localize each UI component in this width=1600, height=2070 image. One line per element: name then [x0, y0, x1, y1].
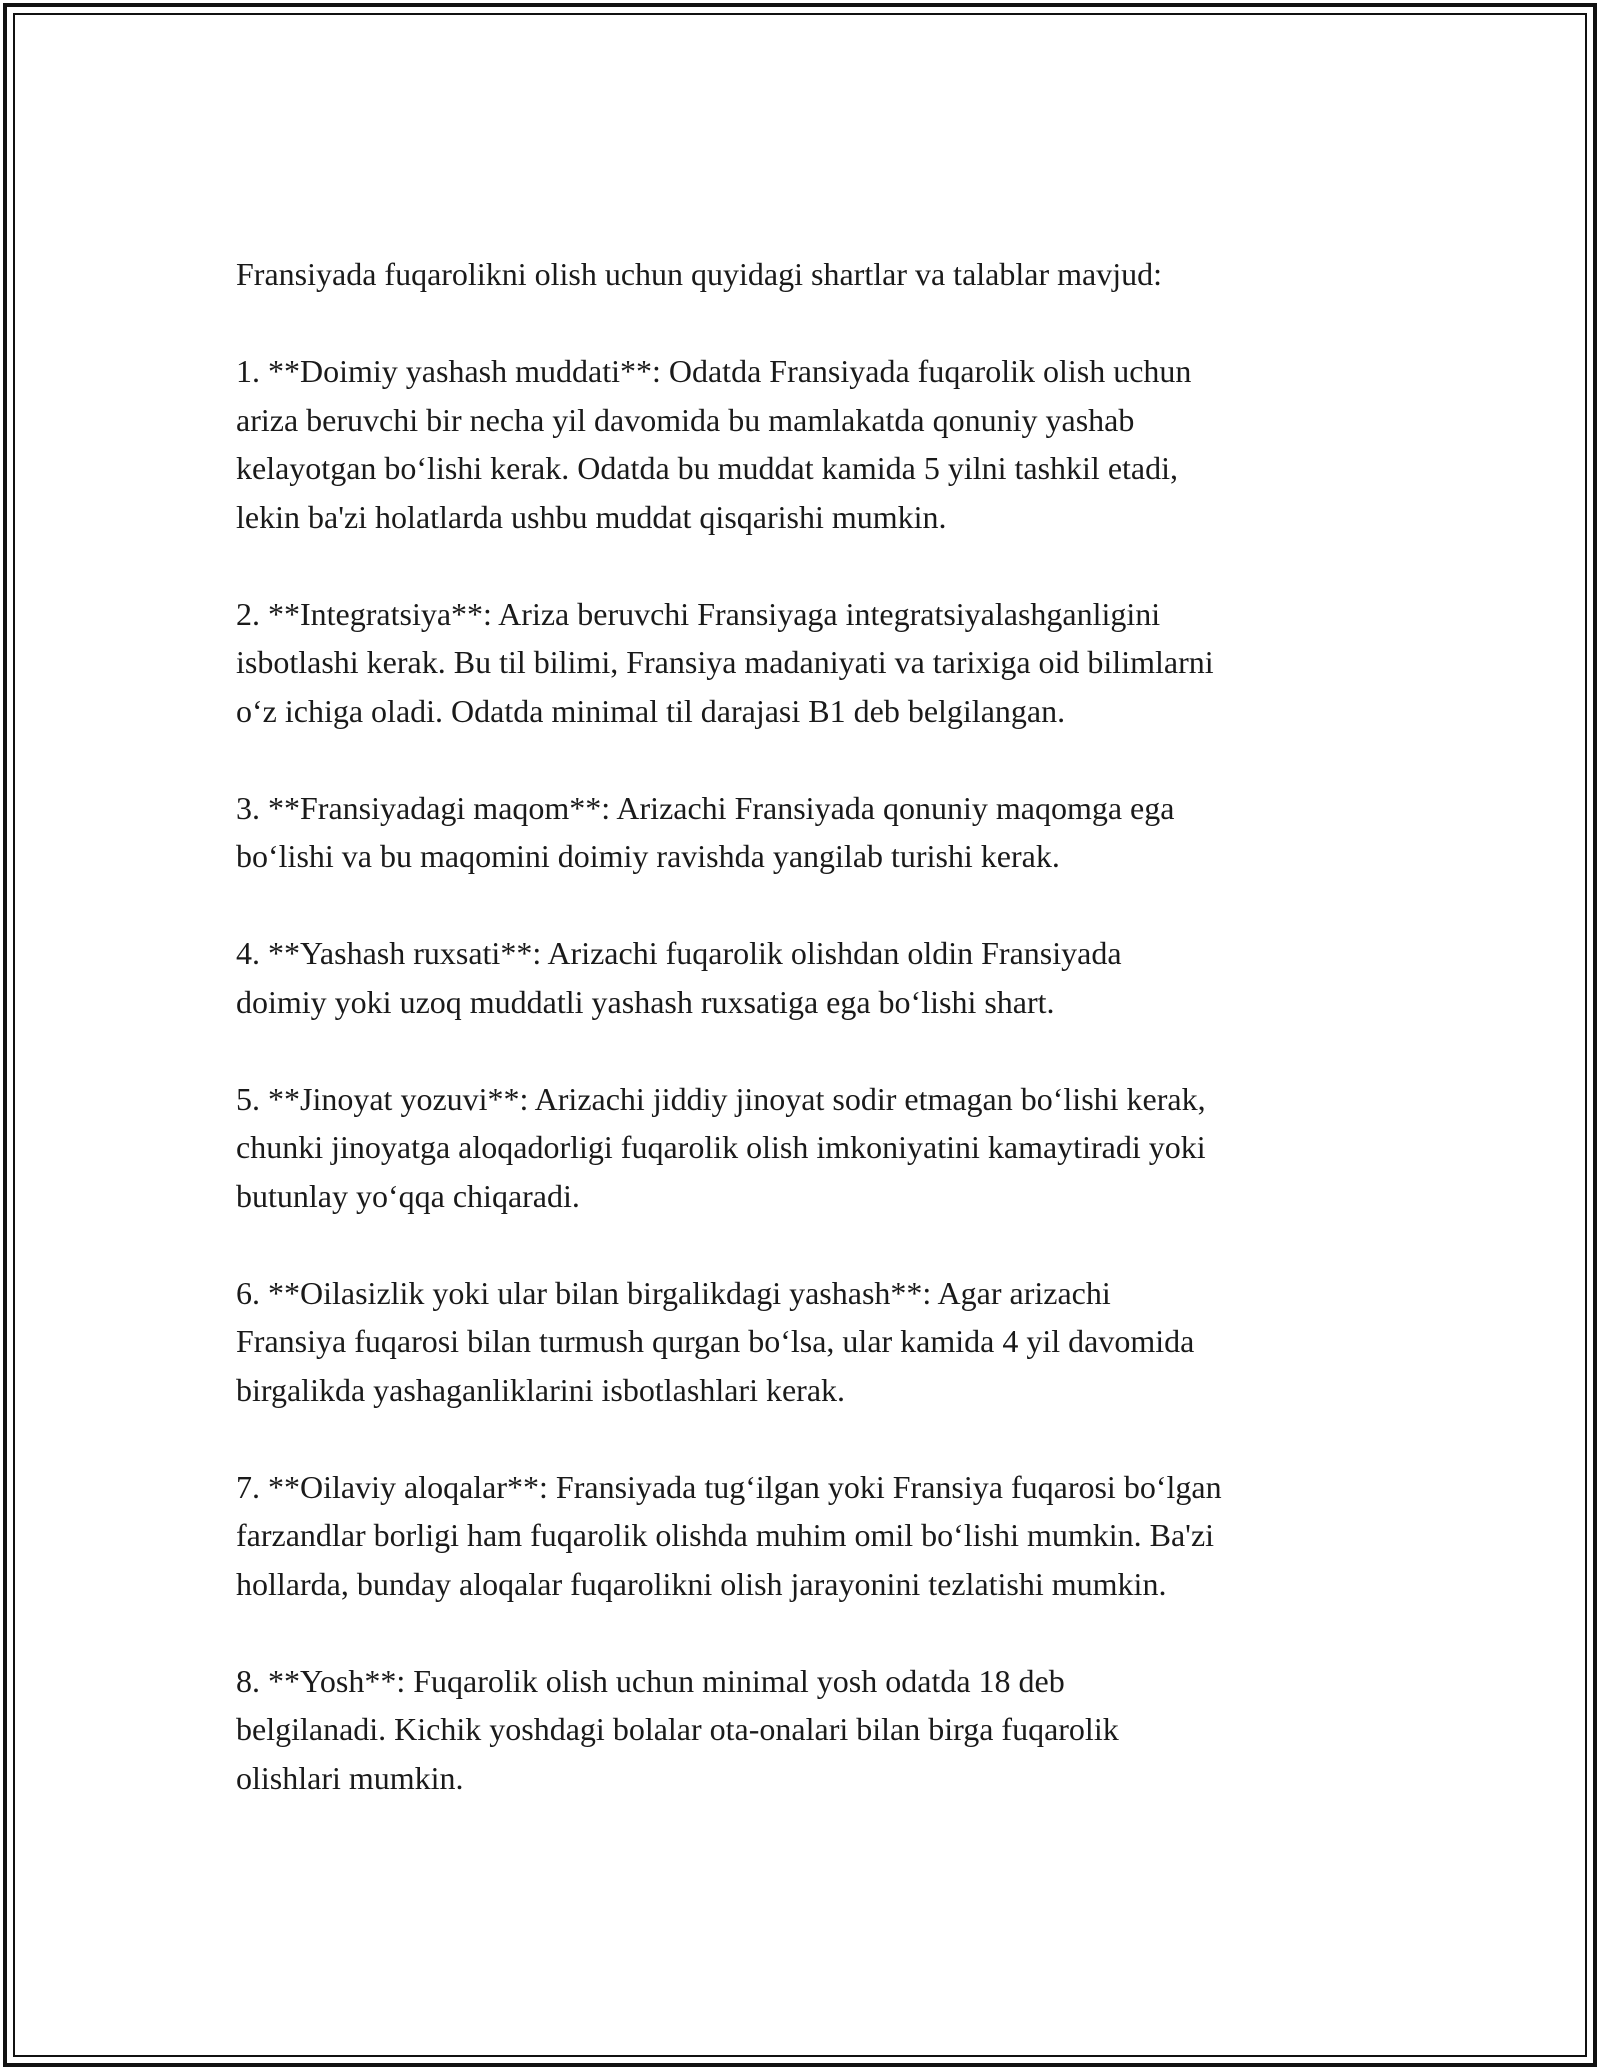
list-item: 5. **Jinoyat yozuvi**: Arizachi jiddiy jinoyat sodir etmagan bo‘lishi kerak, chunki jinoyatga aloqadorligi fuqarolik olish imkoniyatini kamaytiradi yoki butunlay yo‘qqa chiqaradi.	[236, 1080, 1206, 1214]
list-item: 4. **Yashash ruxsati**: Arizachi fuqarolik olishdan oldin Fransiyada doimiy yoki uzoq muddatli yashash ruxsatiga ega bo‘lishi shart.	[236, 935, 1122, 1020]
list-item: 6. **Oilasizlik yoki ular bilan birgalikdagi yashash**: Agar arizachi Fransiya fuqarosi bilan turmush qurgan bo‘lsa, ular kamida 4 yil davomida birgalikda yashaganliklarini isbotlashlari kerak.	[236, 1274, 1195, 1408]
list-item: 3. **Fransiyadagi maqom**: Arizachi Fransiyada qonuniy maqomga ega bo‘lishi va bu maqomini doimiy ravishda yangilab turishi kerak.	[236, 789, 1175, 874]
intro-paragraph: Fransiyada fuqarolikni olish uchun quyidagi shartlar va talablar mavjud:	[236, 256, 1162, 292]
list-item: 7. **Oilaviy aloqalar**: Fransiyada tug‘ilgan yoki Fransiya fuqarosi bo‘lgan farzandlar borligi ham fuqarolik olishda muhim omil bo‘lishi mumkin. Ba'zi hollarda, bunday aloqalar fuqarolikni olish jarayonini tezlatishi mumkin.	[236, 1468, 1222, 1602]
list-item: 8. **Yosh**: Fuqarolik olish uchun minimal yosh odatda 18 deb belgilanadi. Kichik yoshdagi bolalar ota-onalari bilan birga fuqarolik olishlari mumkin.	[236, 1662, 1119, 1796]
document-body	[236, 250, 1386, 1802]
list-item: 1. **Doimiy yashash muddati**: Odatda Fransiyada fuqarolik olish uchun ariza beruvchi bir necha yil davomida bu mamlakatda qonuniy yashab kelayotgan bo‘lishi kerak. Odatda bu muddat kamida 5 yilni tashkil etadi, lekin ba'zi holatlarda ushbu muddat qisqarishi mumkin.	[236, 353, 1192, 535]
list-item: 2. **Integratsiya**: Ariza beruvchi Fransiyaga integratsiyalashganligini isbotlashi kerak. Bu til bilimi, Fransiya madaniyati va tarixiga oid bilimlarni o‘z ichiga oladi. Odatda minimal til darajasi B1 deb belgilangan.	[236, 595, 1214, 729]
